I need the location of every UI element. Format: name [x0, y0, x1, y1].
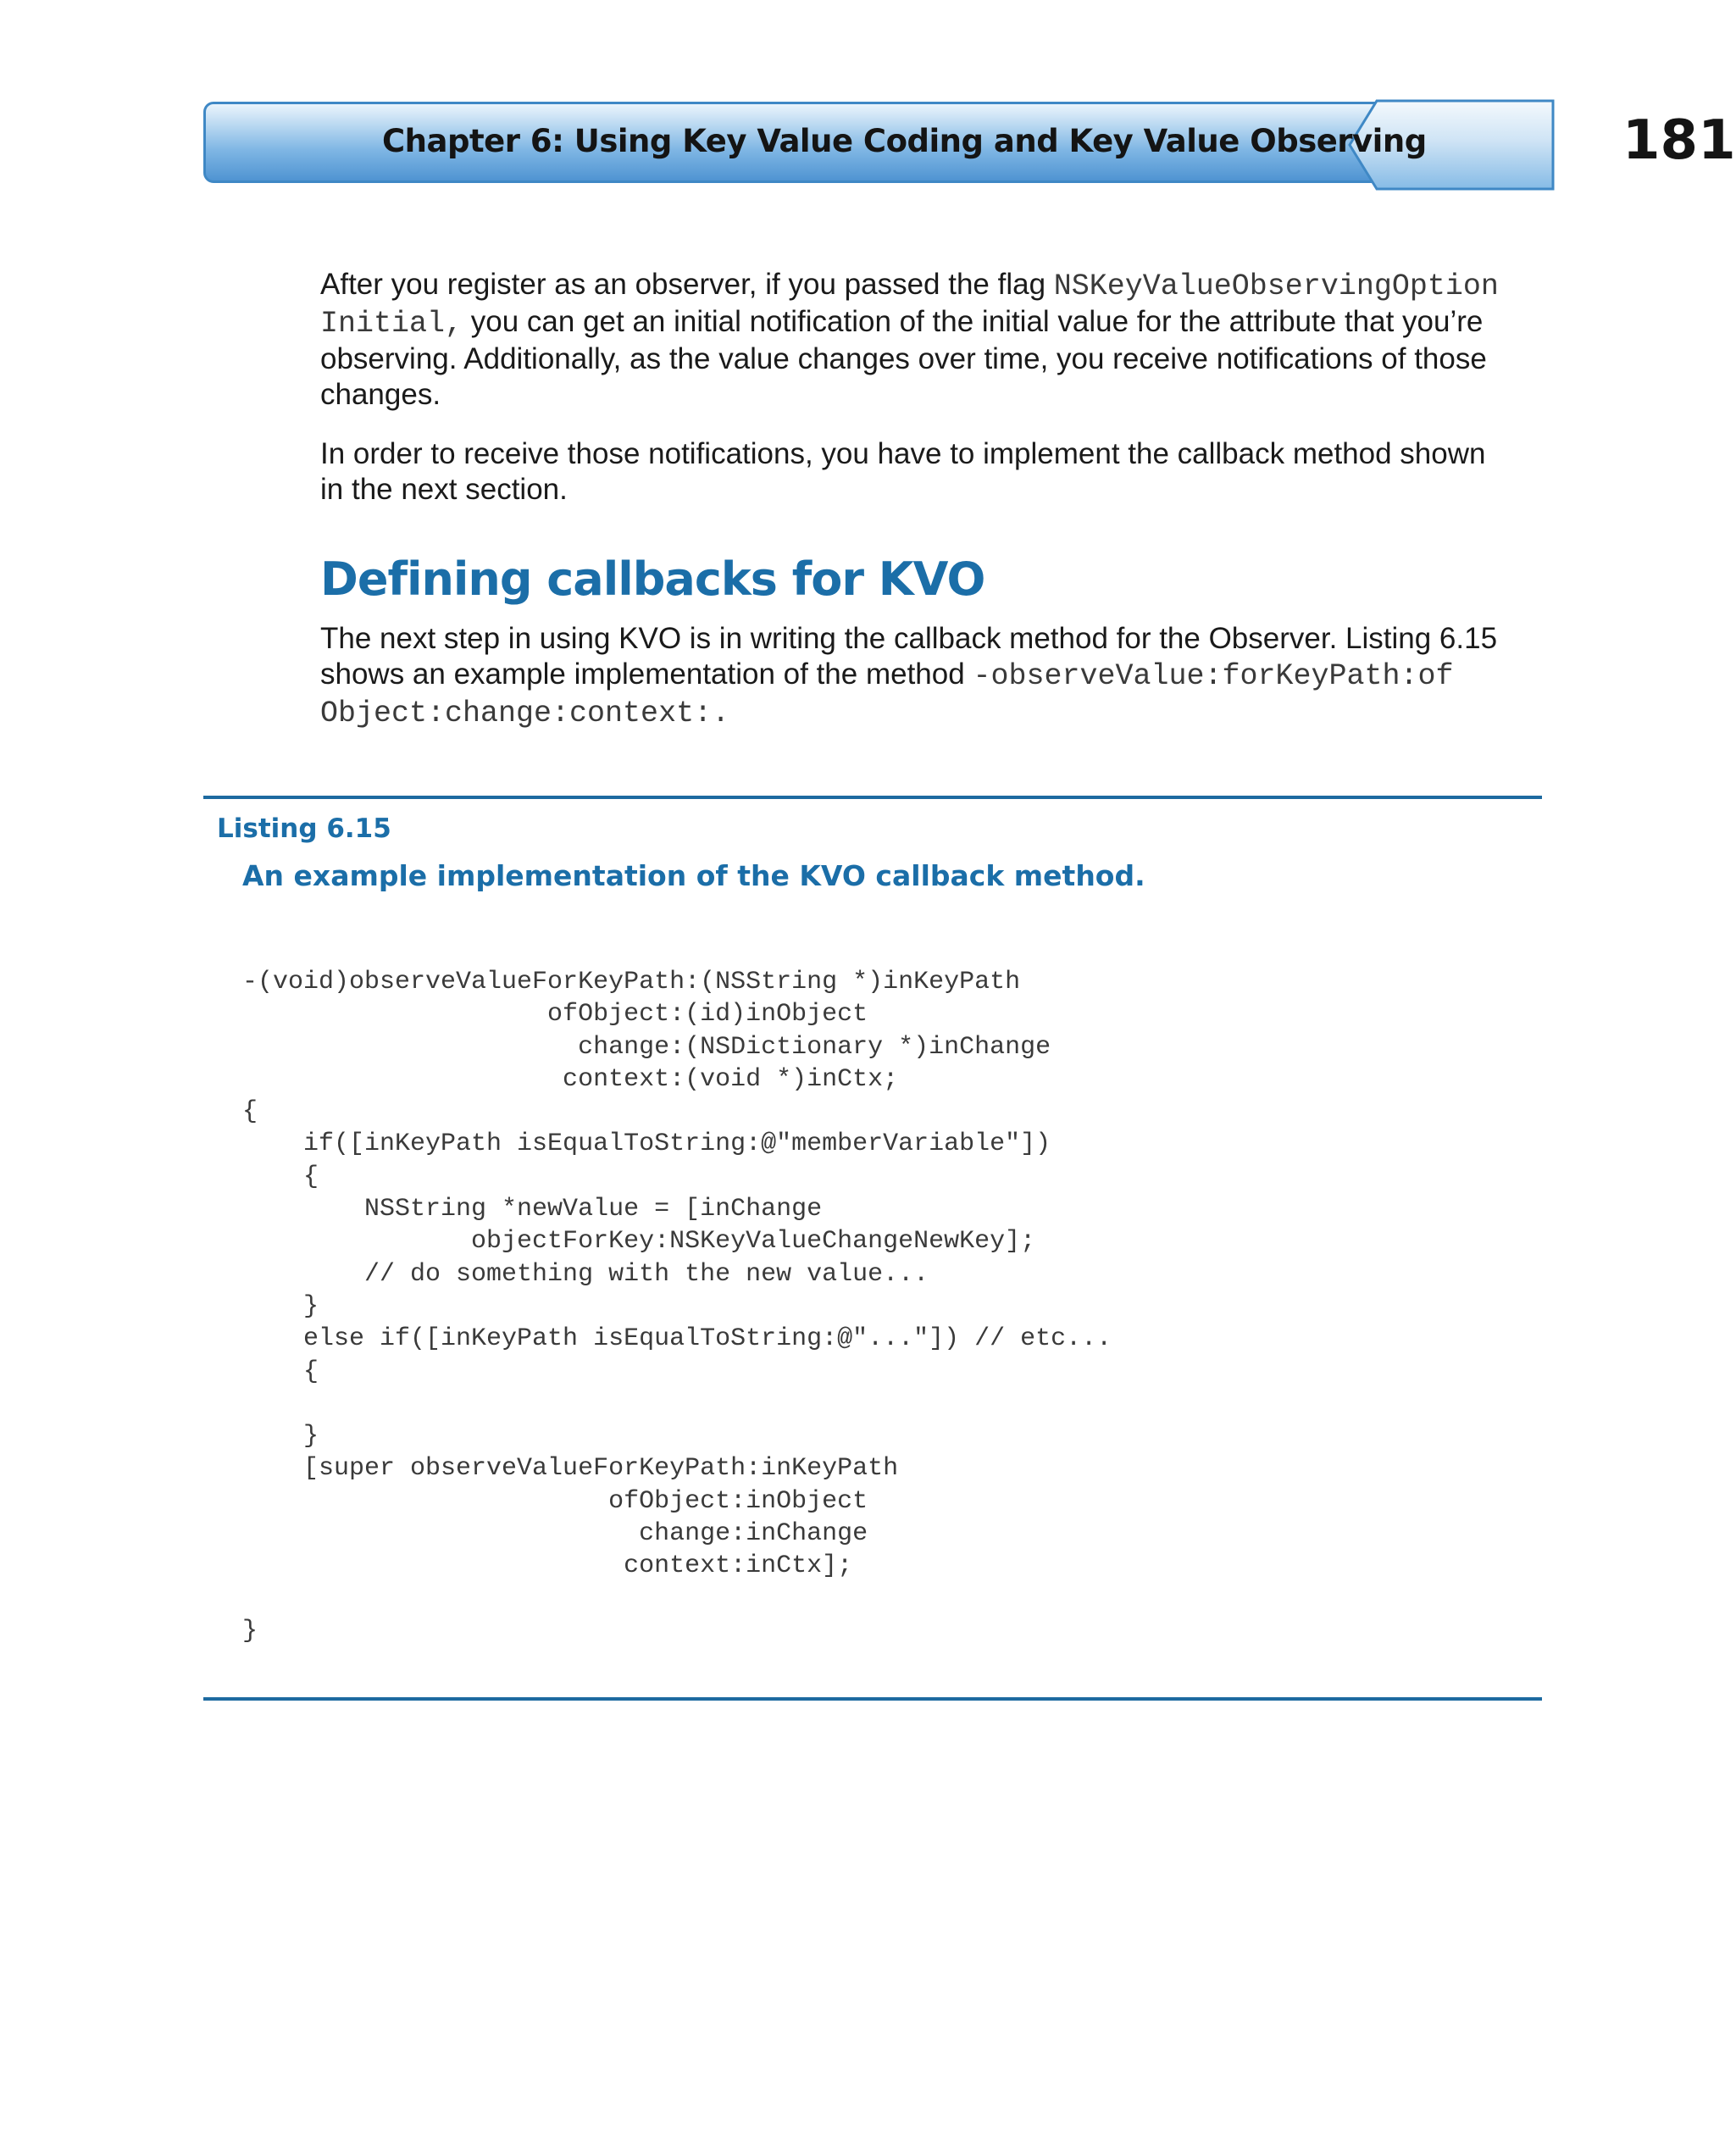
chapter-title: Chapter 6: Using Key Value Coding and Key Value Observing	[382, 123, 1427, 159]
inline-code-option-flag: NSKeyValueObservingOption	[1053, 269, 1499, 303]
code-listing: -(void)observeValueForKeyPath:(NSString *)inKeyPath ofObject:(id)inObject change:(NSDictionary *)inChange context:(void *)inCtx; { if([inKeyPath isEqualToString:@"memberVariable"]) { NSString *newValue = [inChange objectForKey:NSKeyValueChangeNewKey]; // do something with the new value... } else if([inKeyPath isEqualToString:@"..."]) // etc... { } [super observeValueForKeyPath:inKeyPath ofObject:inObject change:inChange context:inCtx]; }	[242, 968, 1112, 1646]
paragraph-text: you can get an initial notification of the initial value for the attribute that you’re observing. Additionally, as the value changes over time, you receive notifications of those changes.	[320, 305, 1487, 411]
page-number: 181	[1622, 109, 1736, 172]
inline-code-option-flag-cont: Initial,	[320, 307, 463, 341]
paragraph-callback-intro	[320, 621, 1515, 731]
listing-top-rule	[203, 796, 1542, 799]
running-header	[203, 102, 1736, 183]
listing-caption: An example implementation of the KVO callback method.	[242, 859, 1145, 892]
listing-label: Listing 6.15	[217, 813, 391, 844]
listing-bottom-rule	[203, 1697, 1542, 1701]
paragraph-receive-notifications: In order to receive those notifications, you have to implement the callback method shown in the next section.	[320, 437, 1486, 506]
paragraph-observer-registration	[320, 267, 1515, 413]
paragraph-text: The next step in using KVO is in writing the callback method for the Observer. Listing 6.15 shows an example implementation of the method	[320, 622, 1498, 691]
inline-code-method-name-cont: Object:change:context:.	[320, 697, 730, 730]
inline-code-method-name: -observeValue:forKeyPath:of	[973, 659, 1454, 693]
paragraph-text: After you register as an observer, if you passed the flag	[320, 268, 1054, 301]
section-heading: Defining callbacks for KVO	[320, 552, 985, 606]
